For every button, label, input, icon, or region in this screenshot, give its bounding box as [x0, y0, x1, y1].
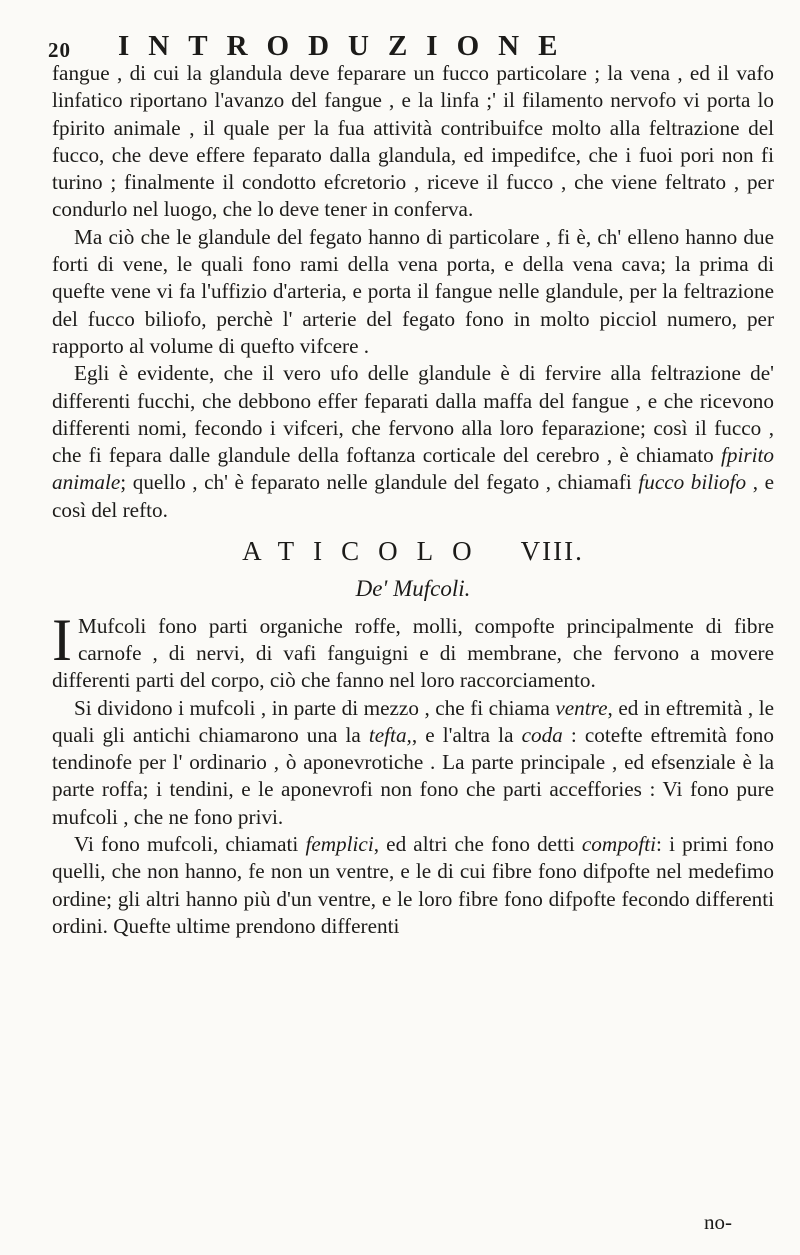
- text-run: ; quello , ch' è feparato nelle glandule del fegato , chiamafi: [120, 470, 639, 495]
- italic-term: coda: [521, 722, 563, 747]
- text-run: Mufcoli fono parti organiche roffe, molli, compofte principalmente di fibre carnofe , di nervi, di vafi fanguigni e di membrane, che fervono a movere differenti parti del corpo, ciò che fanno nel loro raccorciamento.: [52, 613, 774, 693]
- text-run: Vi fono mufcoli, chiamati: [74, 832, 306, 857]
- paragraph-glandula: fangue , di cui la glandula deve feparare un fucco particolare ; la vena , ed il vafo linfatico riportano l'avanzo del fangue , e la linfa ;' il filamento nervofo vi porta lo fpirito animale , il quale per la fua attività contribuifce molto alla feltrazione del fucco, che deve effere feparato dalla glandula, ed impedifce, che i fuoi pori non fi turino ; finalmente il condotto efcretorio , riceve il fucco , che viene feltrato , per condurlo nel luogo, che lo deve tener in conferva.: [52, 61, 774, 222]
- italic-term: fpirito animale: [52, 443, 774, 495]
- text-run: : cotefte eftremità fono tendinofe per l' ordinario , ò aponevrotiche . La parte principale , ed efsenziale è la parte roffa; i tendini, e le aponevrofi non fono che parti acceffories : Vi fono pure mufcoli , che ne fono privi.: [52, 722, 774, 829]
- text-run: , ed in eftremità , le quali gli antichi chiamarono una la: [52, 695, 775, 747]
- italic-term: compofti: [581, 832, 657, 857]
- page-number: 20: [48, 38, 71, 62]
- italic-term: tefta,: [368, 722, 412, 747]
- italic-term: ventre: [555, 695, 608, 720]
- text-run: , e l'altra la: [411, 722, 522, 747]
- paragraph-muscoli: [52, 606, 774, 695]
- catchword: no-: [704, 1210, 732, 1234]
- italic-term: femplici: [305, 832, 374, 857]
- text-run: , ed altri che fono detti: [373, 832, 582, 857]
- text-run: , e così del refto.: [52, 470, 774, 522]
- text-run: Si dividono i mufcoli , in parte di mezzo , che fi chiama: [74, 695, 556, 720]
- running-title: INTRODUZIONE: [118, 30, 577, 62]
- article-title: ATICOLO: [242, 536, 491, 567]
- article-number: VIII.: [520, 536, 584, 567]
- paragraph-fegato: Ma ciò che le glandule del fegato hanno di particolare , fi è, ch' elleno hanno due forti di vene, le quali fono rami della vena porta, e della vena cava; la prima di quefte vene vi fa l'uffizio d'arteria, e porta il fangue nelle glandule, per la feltrazione del fucco biliofo, perchè l' arterie del fegato fono in molto picciol numero, per rapporto al volume di quefto vifcere .: [52, 224, 774, 358]
- italic-term: fucco biliofo: [638, 470, 747, 495]
- article-heading: [52, 538, 774, 565]
- text-run: Egli è evidente, che il vero ufo delle glandule è di fervire alla feltrazione de' differenti fucchi, che debbono effer feparati dalla maffa del fangue , e che ricevono differenti nomi, fecondo i vifceri, che fervono alla loro feparazione; così il fucco , che fi fepara dalle glandule della foftanza corticale del cerebro , è chiamato: [52, 361, 774, 468]
- paragraph-semplici-composti: [52, 831, 774, 940]
- drop-cap: I: [52, 606, 72, 673]
- paragraph-uso-glandule: [52, 360, 774, 524]
- page-body: [52, 60, 774, 940]
- article-subtitle: De' Mufcoli.: [355, 576, 471, 602]
- paragraph-divisione: [52, 695, 774, 831]
- text-run: : i primi fono quelli, che non hanno, fe non un ventre, e le di cui fibre fono difpofte nel medefimo ordine; gli altri hanno più d'un ventre, e le loro fibre fono difpofte fecondo differenti ordini. Quefte ultime prendono differenti: [52, 832, 774, 938]
